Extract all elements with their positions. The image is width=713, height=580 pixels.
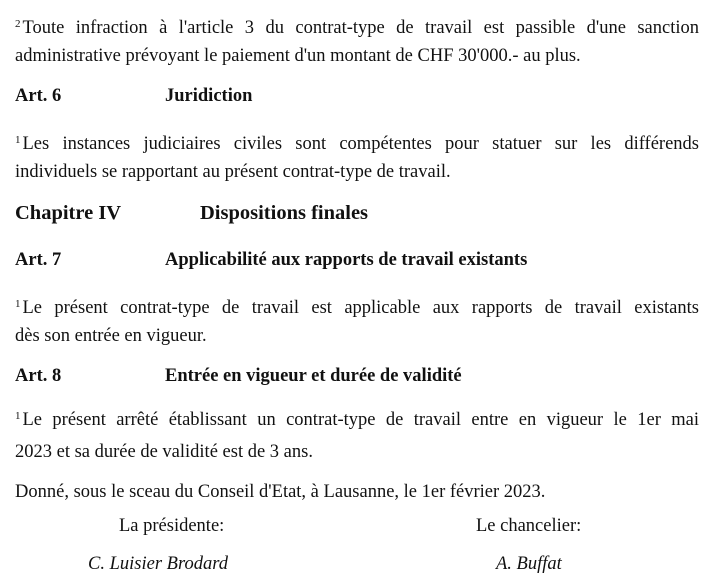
art8-paragraph-1	[15, 400, 699, 468]
article-8-heading	[15, 364, 462, 388]
art5-paragraph-2	[15, 10, 699, 70]
article-7-heading	[15, 248, 527, 272]
paragraph-number: 1	[15, 298, 21, 310]
article-number: Art. 8	[15, 366, 62, 386]
article-title: Entrée en vigueur et durée de validité	[165, 366, 462, 386]
paragraph-number: 1	[15, 410, 21, 422]
paragraph-line: administrative prévoyant le paiement d'un montant de CHF 30'000.- au plus.	[15, 46, 581, 66]
paragraph-line	[15, 10, 699, 42]
paragraph-text: Le présent contrat-type de travail est applicable aux rapports de travail existants	[22, 298, 699, 318]
closing-statement	[15, 478, 699, 506]
paragraph-line	[15, 400, 699, 436]
paragraph-line: 2023 et sa durée de validité est de 3 ans.	[15, 442, 313, 462]
paragraph-text: Toute infraction à l'article 3 du contrat-type de travail est passible d'une sanction	[22, 18, 699, 38]
signature-left-name: C. Luisier Brodard	[88, 554, 228, 574]
paragraph-number: 2	[15, 18, 21, 30]
chapter-number: Chapitre IV	[15, 202, 122, 224]
chapter-heading	[15, 200, 368, 226]
paragraph-number: 1	[15, 134, 21, 146]
paragraph-line	[15, 290, 699, 322]
signature-right-role: Le chancelier:	[476, 516, 582, 536]
article-number: Art. 6	[15, 86, 62, 106]
art6-paragraph-1	[15, 126, 699, 186]
article-title: Juridiction	[165, 86, 253, 106]
paragraph-line	[15, 126, 699, 158]
chapter-title: Dispositions finales	[200, 202, 369, 224]
paragraph-text: Le présent arrêté établissant un contrat-type de travail entre en vigueur le 1er mai	[22, 410, 699, 430]
paragraph-line: Donné, sous le sceau du Conseil d'Etat, à Lausanne, le 1er février 2023.	[15, 482, 546, 502]
article-6-heading	[15, 84, 252, 108]
signature-right-name: A. Buffat	[496, 554, 562, 574]
art7-paragraph-1	[15, 290, 699, 350]
paragraph-line: individuels se rapportant au présent contrat-type de travail.	[15, 162, 451, 182]
article-number: Art. 7	[15, 250, 62, 270]
article-title: Applicabilité aux rapports de travail existants	[165, 250, 528, 270]
signature-left-role: La présidente:	[119, 516, 225, 536]
paragraph-line: dès son entrée en vigueur.	[15, 326, 207, 346]
paragraph-text: Les instances judiciaires civiles sont compétentes pour statuer sur les différends	[22, 134, 699, 154]
